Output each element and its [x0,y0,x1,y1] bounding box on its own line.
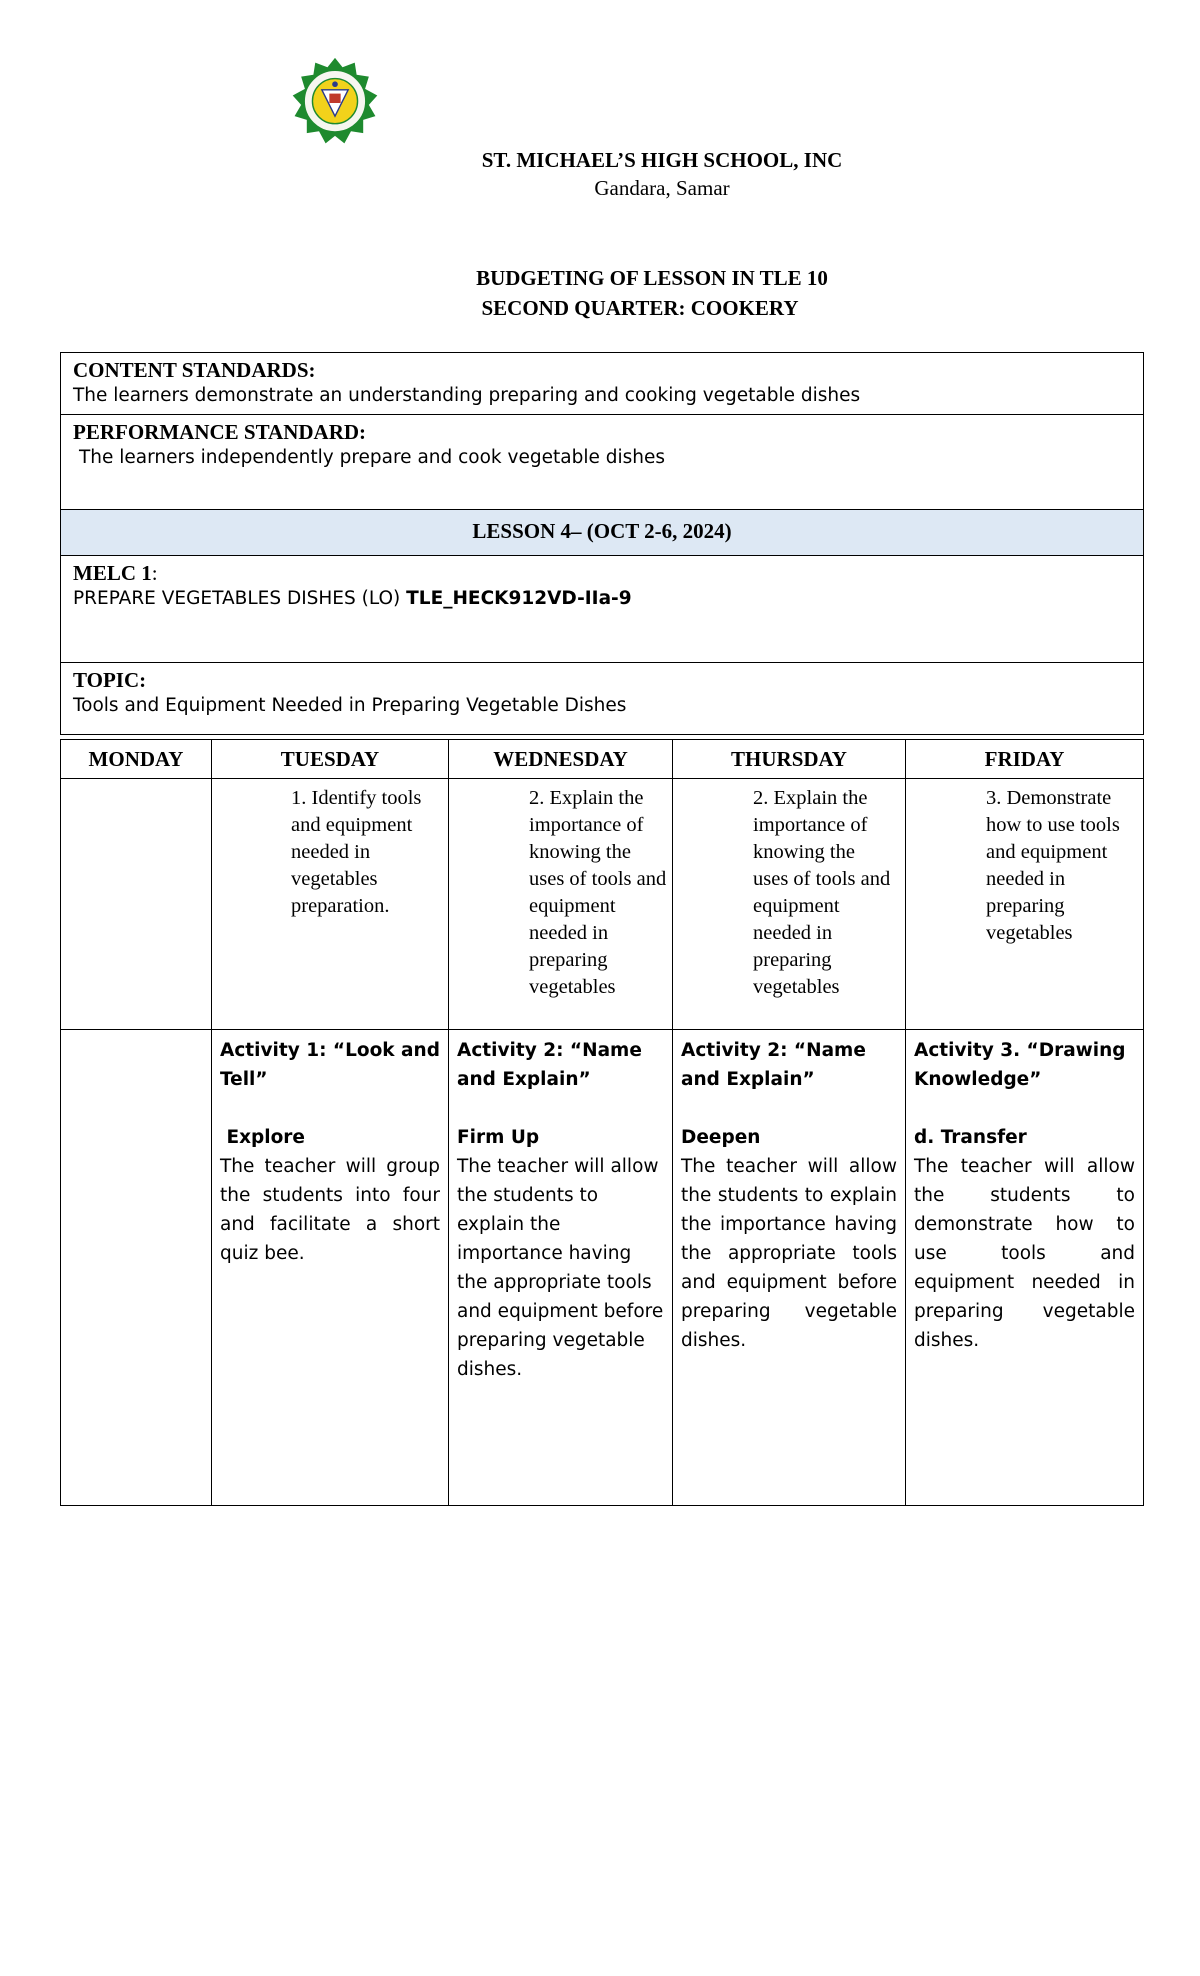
melc-text: PREPARE VEGETABLES DISHES (LO) [73,588,407,609]
activity-text: The teacher will group the students into four and facilitate a short quiz bee. [220,1156,440,1264]
content-standards-text: The learners demonstrate an understanding preparing and cooking vegetable dishes [73,385,861,406]
activity-text: The teacher will allow the students to explain the importance having the appropriate tools and equipment before preparing vegetable dishes. [681,1156,897,1351]
lesson-row [61,510,1143,556]
day-header: FRIDAY [906,740,1144,779]
activity-tuesday [212,1030,448,1268]
lesson-label: LESSON 4– (OCT 2-6, 2024) [472,519,732,543]
school-seal-logo [288,56,382,150]
objective-wednesday: 2. Explain the importance of knowing the uses of tools and equipment needed in preparing vegetables [529,787,667,998]
melc-label: MELC 1 [73,561,152,585]
activity-monday [61,1030,212,1506]
activity-title: Activity 3. “Drawing Knowledge” [914,1040,1126,1090]
activity-text: The teacher will allow the students to demonstrate how to use tools and equipment needed in preparing vegetable dishes. [914,1156,1135,1351]
topic-label: TOPIC: [73,668,147,692]
day-header-row [61,740,1144,779]
activity-title: Activity 2: “Name and Explain” [681,1040,866,1090]
activity-text: The teacher will allow the students to explain the importance having the appropriate tools and equipment before preparing vegetable dishes. [457,1156,664,1380]
melc-colon: : [151,561,158,585]
school-name: ST. MICHAEL’S HIGH SCHOOL, INC [481,148,843,172]
activity-phase: Explore [220,1127,305,1148]
day-header: THURSDAY [673,740,906,779]
objective-thursday: 2. Explain the importance of knowing the uses of tools and equipment needed in preparing vegetables [753,787,891,998]
activities-row [61,1030,1144,1506]
melc-row [61,556,1143,663]
activity-phase: Firm Up [457,1127,540,1148]
objective-monday [61,779,212,1030]
document-subtitle: SECOND QUARTER: COOKERY [481,296,799,320]
objectives-row [61,779,1144,1030]
standards-frame [60,352,1144,735]
activity-thursday [673,1030,905,1355]
melc-code: TLE_HECK912VD-IIa-9 [406,588,632,609]
content-standards-row [61,353,1143,415]
day-header: TUESDAY [212,740,449,779]
day-header: WEDNESDAY [449,740,673,779]
activity-title: Activity 1: “Look and Tell” [220,1040,440,1090]
activity-phase: Deepen [681,1127,761,1148]
objective-friday: 3. Demonstrate how to use tools and equipment needed in preparing vegetables [986,787,1120,944]
performance-standard-row [61,415,1143,510]
activity-wednesday [449,1030,672,1384]
activity-phase: d. Transfer [914,1127,1027,1148]
performance-standard-label: PERFORMANCE STANDARD: [73,420,367,444]
topic-text: Tools and Equipment Needed in Preparing Vegetable Dishes [73,695,627,716]
daily-lesson-table [60,739,1144,1506]
performance-standard-text: The learners independently prepare and cook vegetable dishes [79,447,665,468]
content-standards-label: CONTENT STANDARDS: [73,358,316,382]
activity-friday [906,1030,1143,1355]
activity-title: Activity 2: “Name and Explain” [457,1040,642,1090]
topic-row [61,663,1143,735]
day-header: MONDAY [61,740,212,779]
document-title: BUDGETING OF LESSON IN TLE 10 [476,266,828,290]
objective-tuesday: 1. Identify tools and equipment needed in vegetables preparation. [291,787,422,917]
school-location: Gandara, Samar [594,176,730,200]
